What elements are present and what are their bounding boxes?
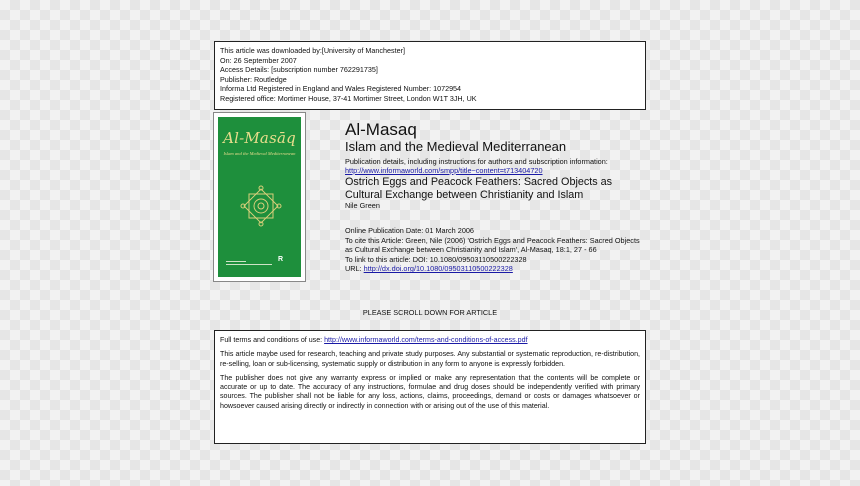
- publication-details-link[interactable]: http://www.informaworld.com/smpp/title~content=t713404720: [345, 166, 543, 175]
- cover-background: [218, 117, 301, 277]
- download-line: Registered office: Mortimer House, 37-41 Mortimer Street, London W1T 3JH, UK: [220, 93, 477, 103]
- download-line: This article was downloaded by:[University of Manchester]: [220, 46, 405, 55]
- terms-paragraph-usage: This article maybe used for research, teaching and private study purposes. Any substantial or systematic reproduction, re-distribution, re-selling, loan or sub-licensing, systematic supply or distribution in any form to anyone is expressly forbidden.: [220, 350, 640, 368]
- cover-title: Al-Masāq: [223, 129, 296, 147]
- publisher-logo: [278, 258, 296, 268]
- citation-text: To cite this Article: Green, Nile (2006) 'Ostrich Eggs and Peacock Feathers: Sacred Objects as Cultural Exchange between Christianity and Islam', Al-Masaq, 18:1, 27 - 66: [345, 235, 640, 255]
- download-info-box: [214, 41, 646, 110]
- journal-title: Al-Masaq: [345, 120, 417, 139]
- scroll-down-note: PLEASE SCROLL DOWN FOR ARTICLE: [362, 308, 498, 317]
- terms-heading-label: Full terms and conditions of use:: [220, 336, 323, 344]
- article-author: Nile Green: [345, 201, 380, 210]
- download-line: Informa Ltd Registered in England and Wales Registered Number: 1072954: [220, 84, 462, 93]
- cover-subtitle: Islam and the Medieval Mediterranean: [223, 151, 296, 156]
- doi-text: To link to this article: DOI: 10.1080/09503110500222328: [345, 254, 527, 264]
- url-label: URL:: [345, 264, 362, 274]
- download-line: Access Details: [subscription number 762291735]: [220, 65, 378, 74]
- article-title-line-2: Cultural Exchange between Christianity and Islam: [345, 188, 584, 201]
- arabesque-ornament-icon: [240, 185, 282, 227]
- journal-header: [345, 120, 650, 210]
- cover-footer-text: [226, 261, 276, 265]
- download-line: Publisher: Routledge: [220, 74, 287, 84]
- publisher-logo-mark: R: [278, 256, 284, 263]
- journal-subtitle: Islam and the Medieval Mediterranean: [345, 139, 567, 154]
- publication-details: Publication details, including instructions for authors and subscription information:: [345, 157, 608, 166]
- article-doi-link[interactable]: http://dx.doi.org/10.1080/09503110500222328: [363, 264, 513, 274]
- article-title-line-1: Ostrich Eggs and Peacock Feathers: Sacred Objects as: [345, 176, 613, 188]
- journal-cover-image: [213, 112, 306, 282]
- citation-block: [345, 226, 645, 274]
- online-publication-date: Online Publication Date: 01 March 2006: [345, 226, 474, 235]
- terms-paragraph-warranty: The publisher does not give any warranty express or implied or make any representation that the contents will be complete or accurate or up to date. The accuracy of any instructions, formulae and drug doses should be independently verified with primary sources. The publisher shall not be liable for any loss, actions, claims, proceedings, demand or costs or damages whatsoever or howsoever caused arising directly or indirectly in connection with or arising out of the use of this material.: [220, 373, 640, 410]
- download-line: On: 26 September 2007: [220, 55, 297, 65]
- terms-box: [214, 330, 646, 444]
- terms-link[interactable]: http://www.informaworld.com/terms-and-conditions-of-access.pdf: [324, 336, 528, 344]
